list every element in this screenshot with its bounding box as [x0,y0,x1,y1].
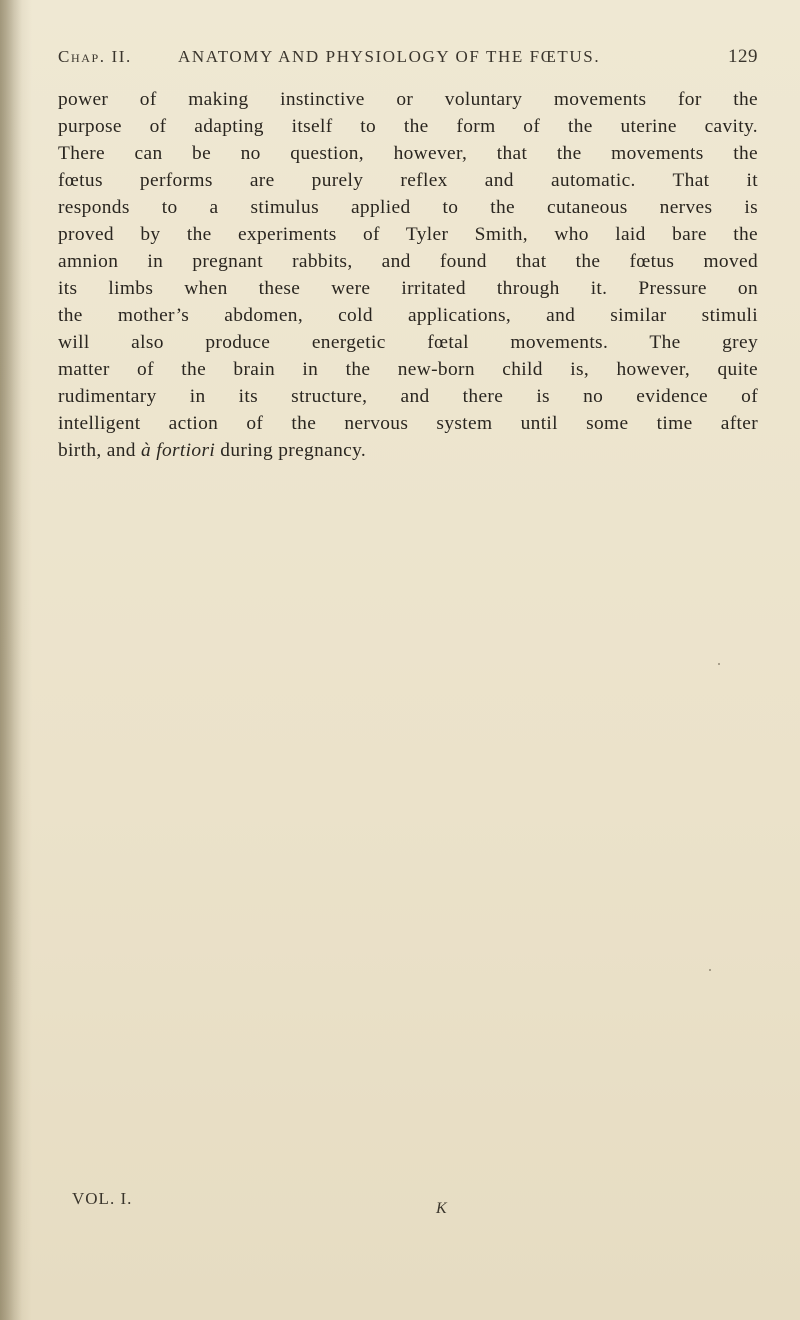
signature-mark: K [436,1200,447,1217]
paper-speck [709,969,711,971]
volume-signature: VOL. I. [72,1189,133,1208]
text-line: power of making instinctive or voluntary movements for the [58,89,758,110]
body-paragraph [58,86,758,464]
paper-speck [718,663,720,665]
text-line: fœtus performs are purely reflex and automatic. That it [58,170,758,191]
italic-phrase: à fortiori [141,440,216,461]
text-line: There can be no question, however, that the movements the [58,143,758,164]
running-title: ANATOMY AND PHYSIOLOGY OF THE FŒTUS. [178,47,601,66]
page-number: 129 [728,46,758,67]
chapter-label: Chap. II. [58,47,132,66]
text-line: will also produce energetic fœtal movements. The grey [58,332,758,353]
text-line: matter of the brain in the new-born child is, however, quite [58,359,758,380]
text-line: proved by the experiments of Tyler Smith, who laid bare the [58,224,758,245]
gutter-shadow [0,0,22,1320]
text-fragment: during pregnancy. [215,440,367,461]
running-head [58,47,758,77]
text-line: intelligent action of the nervous system until some time after [58,413,758,434]
text-line: amnion in pregnant rabbits, and found that the fœtus moved [58,251,758,272]
text-line-last [58,437,758,464]
text-line: rudimentary in its structure, and there is no evidence of [58,386,758,407]
text-line: responds to a stimulus applied to the cutaneous nerves is [58,197,758,218]
text-fragment: birth, and [58,440,142,461]
text-line: its limbs when these were irritated through it. Pressure on [58,278,758,299]
text-line: purpose of adapting itself to the form of the uterine cavity. [58,116,758,137]
text-line: the mother’s abdomen, cold applications, and similar stimuli [58,305,758,326]
